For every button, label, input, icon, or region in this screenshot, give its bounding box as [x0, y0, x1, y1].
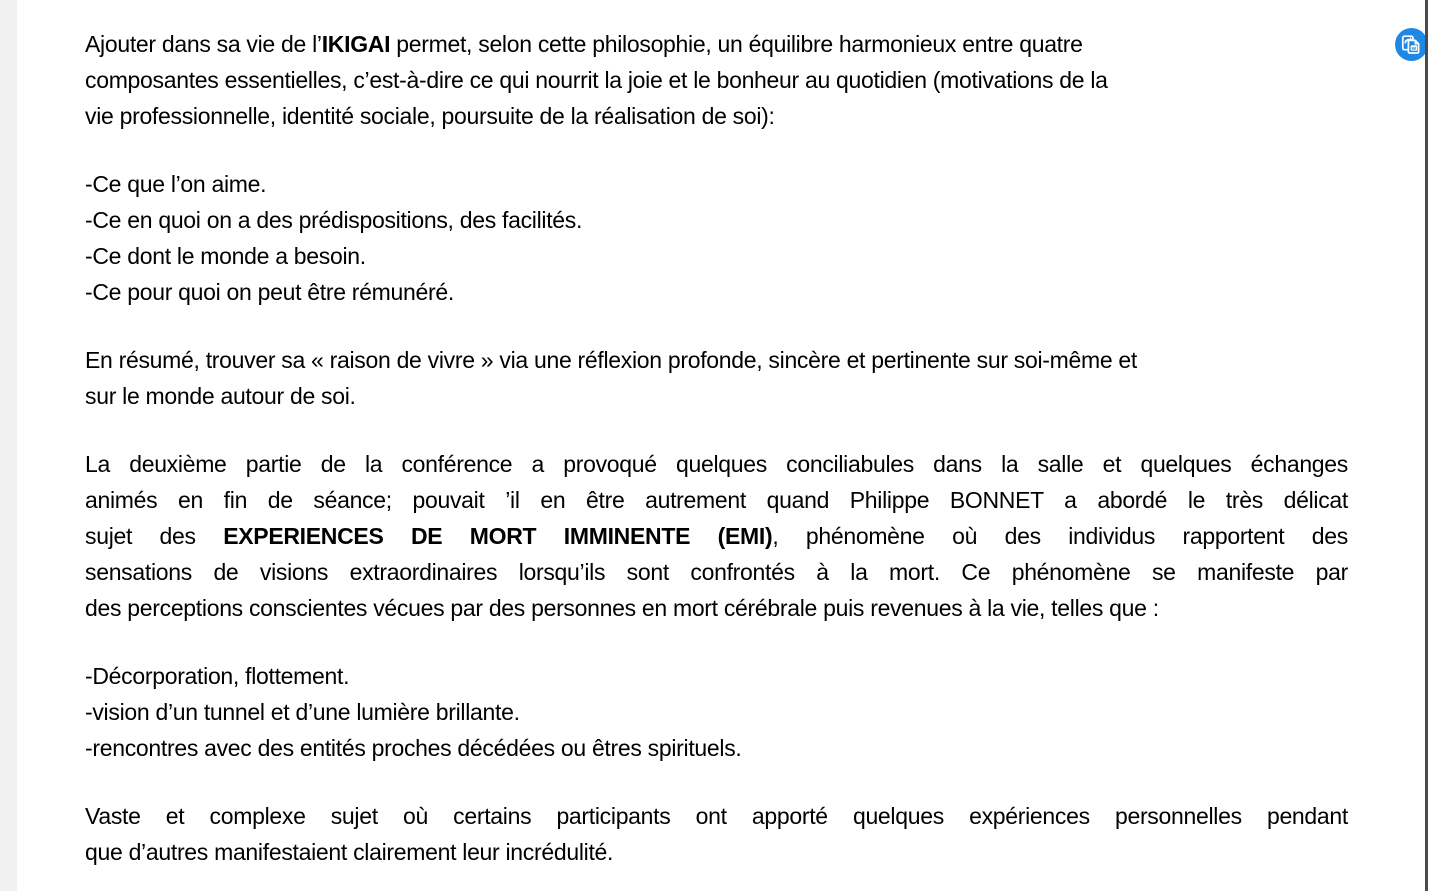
document-body	[85, 26, 1348, 870]
translate-to-word-button[interactable]	[1395, 28, 1428, 61]
text-line: des perceptions conscientes vécues par des personnes en mort cérébrale puis revenues à la vie, telles que :	[85, 595, 1159, 621]
viewer-right-border	[1425, 0, 1428, 891]
text-line: Ajouter dans sa vie de l’IKIGAI permet, selon cette philosophie, un équilibre harmonieux entre quatre	[85, 31, 1083, 57]
text-line: composantes essentielles, c’est-à-dire ce qui nourrit la joie et le bonheur au quotidien (motivations de la	[85, 67, 1108, 93]
summary-paragraph	[85, 342, 1348, 414]
text-line: -Ce que l’on aime.	[85, 171, 267, 197]
text-line: -Ce en quoi on a des prédispositions, des facilités.	[85, 207, 583, 233]
text-line: sensations de visions extraordinaires lorsqu’ils sont confrontés à la mort. Ce phénomène se manifeste par	[85, 559, 1348, 585]
text-line: La deuxième partie de la conférence a provoqué quelques conciliabules dans la salle et quelques échanges	[85, 451, 1348, 477]
text-line: animés en fin de séance; pouvait ’il en être autrement quand Philippe BONNET a abordé le très délicat	[85, 487, 1348, 513]
closing-paragraph	[85, 798, 1348, 870]
text-line: -rencontres avec des entités proches décédées ou êtres spirituels.	[85, 735, 742, 761]
text-line: -Décorporation, flottement.	[85, 663, 350, 689]
ikigai-list	[85, 166, 1348, 310]
intro-paragraph	[85, 26, 1348, 134]
text-line: En résumé, trouver sa « raison de vivre » via une réflexion profonde, sincère et pertinente sur soi-même et	[85, 347, 1138, 373]
left-gutter	[0, 0, 17, 891]
text-line: -vision d’un tunnel et d’une lumière brillante.	[85, 699, 520, 725]
text-line: sujet des EXPERIENCES DE MORT IMMINENTE (EMI), phénomène où des individus rapportent des	[85, 523, 1348, 549]
text-line: -Ce pour quoi on peut être rémunéré.	[85, 279, 454, 305]
text-line: Vaste et complexe sujet où certains participants ont apporté quelques expériences personnelles pendant	[85, 803, 1348, 829]
conference-paragraph	[85, 446, 1348, 626]
emi-list	[85, 658, 1348, 766]
w-letter: w	[1411, 45, 1417, 52]
text-line: sur le monde autour de soi.	[85, 383, 356, 409]
text-line: que d’autres manifestaient clairement leur incrédulité.	[85, 839, 614, 865]
text-line: -Ce dont le monde a besoin.	[85, 243, 366, 269]
text-line: vie professionnelle, identité sociale, poursuite de la réalisation de soi):	[85, 103, 775, 129]
